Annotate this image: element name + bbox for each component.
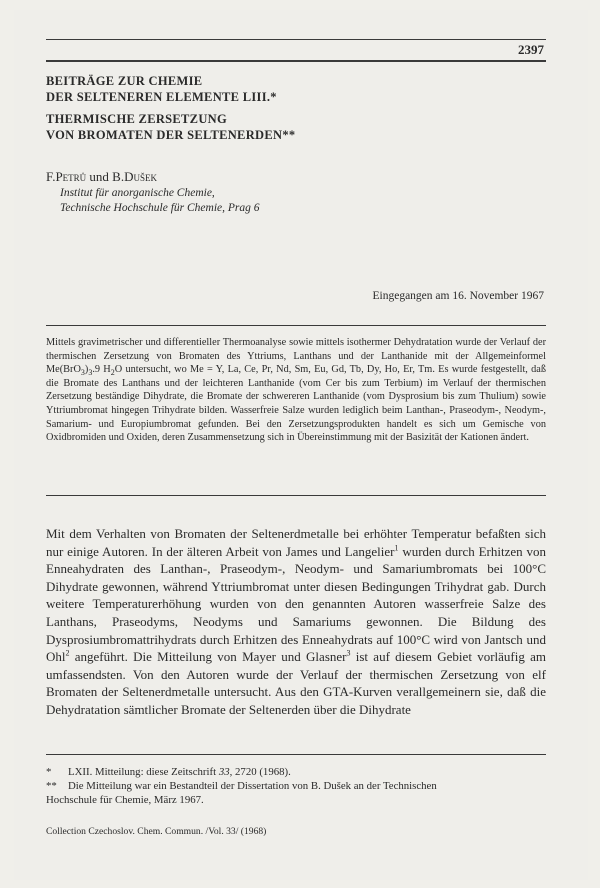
abstract-sub-1: 3: [80, 368, 85, 378]
footnote-2-mark: **: [46, 780, 57, 792]
ref-1: 1: [394, 543, 399, 553]
footnote-rule: [46, 754, 546, 755]
body-text-1: Mit dem Verhalten von Bromaten der Seltenerdmetalle bei erhöhter Temperatur befaßten sich nur einige Autoren. In der älteren Arbeit von James und Langelier: [46, 526, 546, 559]
abstract-text-3: .9 H: [92, 364, 111, 376]
abstract-sub-3: 2: [110, 368, 115, 378]
footnote-2-continued: Hochschule für Chemie, März 1967.: [46, 794, 204, 806]
affiliation: [60, 186, 260, 216]
footnote-1-text: LXII. Mitteilung: diese Zeitschrift: [68, 766, 219, 778]
body-paragraph: [46, 525, 546, 719]
affiliation-line-2: Technische Hochschule für Chemie, Prag 6: [60, 202, 260, 214]
title-line-1: BEITRÄGE ZUR CHEMIE: [46, 74, 203, 88]
body-text-3: angeführt. Die Mitteilung von Mayer und Glasner: [69, 649, 347, 665]
body-text-4: ist auf diesem Gebiet vorläufig am umfassendsten. Von den Autoren wurde der Verlauf der thermischen Zersetzung von elf Bromaten der Seltenerdmetalle untersucht. Aus den GTA-Kurven verallgemeinern sie, daß die Dehydratation sämtlicher Bromate der Seltenerden über die Dihydrate: [46, 649, 547, 717]
abstract: [46, 336, 546, 445]
abstract-text-1: Mittels gravimetrischer und differentieller Thermoanalyse sowie mittels isothermer Dehydratation wurde der Verlauf der thermischen Zersetzung von Bromaten des Yttriums, Lanthans und der Lanthanide mit der Allgemeinformel Me(BrO: [46, 337, 546, 376]
journal-footer: Collection Czechoslov. Chem. Commun. /Vol. 33/ (1968): [46, 826, 267, 837]
ref-3: 3: [346, 648, 351, 658]
title-line-2: DER SELTENEREN ELEMENTE LIII.*: [46, 90, 277, 104]
footnote-2: [46, 779, 546, 793]
body-text-2: wurden durch Erhitzen von Enneahydraten des Lanthan-, Praseodym-, Neodym- und Samariumbromats bei 100°C Dihydrate gewonnen, während Yttriumbromat unter diesen Bedingungen Trihydrat gab. Durch weitere Temperaturerhöhung wurden von den genannten Autoren wasserfreie Salze des Lanthans, Praseodyms, Neodyms und Samariums gewonnen. Die Bildung des Dysprosiumbromattrihydrats durch Erhitzen des Enneahydrats auf 100°C wird von Jantsch und Ohl: [46, 543, 546, 665]
affiliation-line-1: Institut für anorganische Chemie,: [60, 187, 215, 199]
article-title: [46, 73, 546, 143]
footnotes: [46, 765, 546, 807]
footnote-1-mark: *: [46, 766, 52, 778]
authors: [46, 169, 157, 185]
footnote-1-text-end: 2720 (1968).: [232, 766, 291, 778]
ref-2: 2: [65, 648, 70, 658]
abstract-text-2: ): [84, 364, 89, 376]
page-number: 2397: [518, 42, 544, 57]
abstract-sub-2: 3: [88, 368, 93, 378]
top-rule-thin: [46, 39, 546, 40]
author-1: F.Petrů: [46, 169, 87, 184]
abstract-rule-top: [46, 325, 546, 326]
received-date: Eingegangen am 16. November 1967: [372, 290, 544, 302]
author-joiner: und: [89, 169, 109, 184]
title-line-4: VON BROMATEN DER SELTENERDEN**: [46, 128, 296, 142]
footnote-1: [46, 765, 546, 779]
author-2: B.Dušek: [112, 169, 157, 184]
footnote-2-text: Die Mitteilung war ein Bestandteil der Dissertation von B. Dušek an der Technischen: [68, 780, 437, 792]
abstract-rule-bottom: [46, 495, 546, 496]
title-line-3: THERMISCHE ZERSETZUNG: [46, 112, 227, 126]
abstract-text-4: O untersucht, wo Me = Y, La, Ce, Pr, Nd, Sm, Eu, Gd, Tb, Dy, Ho, Er, Tm. Es wurde festgestellt, daß die Bromate des Lanthans und der leichteren Lanthanide (vom Cer bis zum Terbium) im Verlauf der thermischen Zersetzung beständige Dihydrate, die Bromate der schwereren Lanthanide (vom Dysprosium bis zum Thulium) sowie Yttriumbromat hingegen Trihydrate bilden. Wasserfreie Salze wurden lediglich beim Lanthan-, Praseodym-, Neodym-, Samarium- und Europiumbromat gefunden. Bei den Zersetzungsprodukten handelt es sich um Gemische von Oxidbromiden und Oxiden, deren Zusammensetzung sich in Übereinstimmung mit der Basizität der Kationen ändert.: [46, 364, 547, 444]
footnote-1-volume: 33,: [218, 766, 233, 778]
top-rule: [46, 60, 546, 62]
